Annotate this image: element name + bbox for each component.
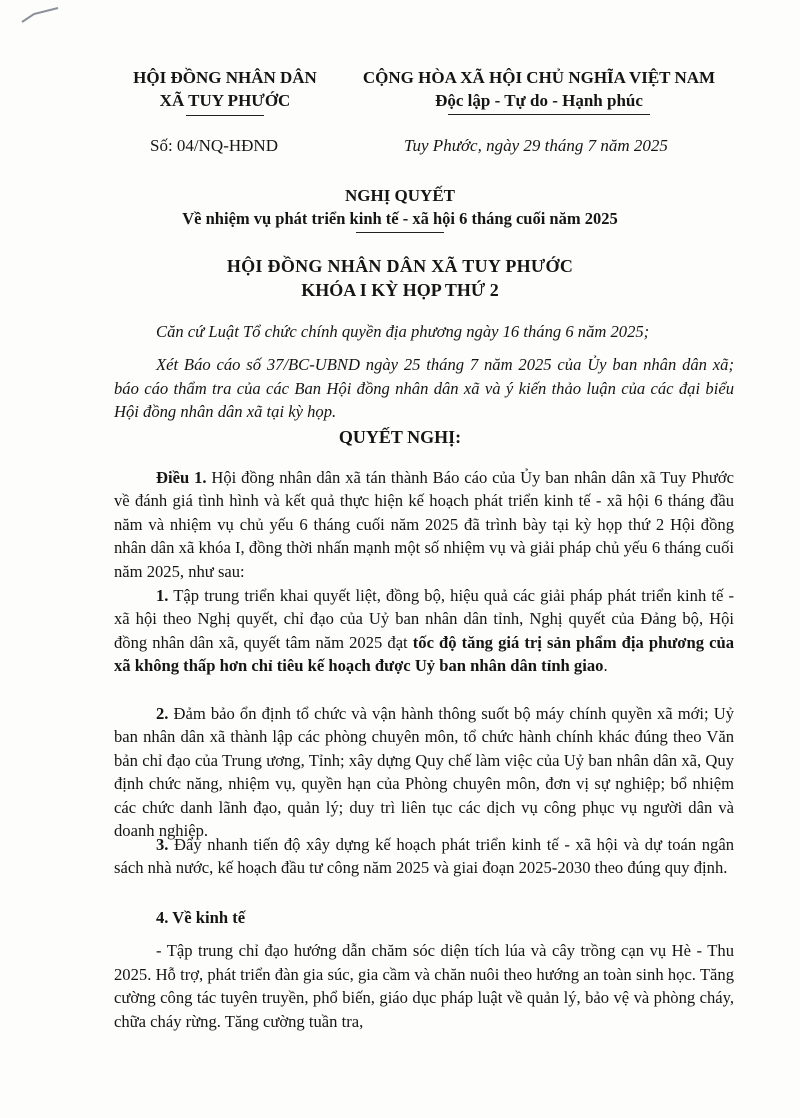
item-3-text: Đẩy nhanh tiến độ xây dựng kế hoạch phát triển kinh tế - xã hội và dự toán ngân sách nhà nước, kế hoạch đầu tư công năm 2025 và giai đoạn 2025-2030 theo đúng quy định.: [114, 835, 734, 878]
national-motto: [356, 66, 722, 112]
item-2-text: Đảm bảo ổn định tổ chức và vận hành thông suốt bộ máy chính quyền xã mới; Uỷ ban nhân dân xã thành lập các phòng chuyên môn, tổ chức hành chính khác đúng theo Văn bản chỉ đạo của Trung ương, Tỉnh; xây dựng Quy chế làm việc của Uỷ ban nhân dân xã, Quy định chức năng, nhiệm vụ, quyền hạn của Phòng chuyên môn, đơn vị sự nghiệp; bổ nhiệm các chức danh lãnh đạo, quản lý; duy trì liên tục các dịch vụ công phục vụ người dân và doanh nghiệp.: [114, 704, 734, 841]
item-3-paragraph: [114, 833, 734, 880]
document-subject: Về nhiệm vụ phát triển kinh tế - xã hội 6 tháng cuối năm 2025: [182, 209, 618, 228]
issuing-body-line1: HỘI ĐỒNG NHÂN DÂN: [133, 68, 317, 87]
article-1-paragraph: [114, 466, 734, 583]
place-date: Tuy Phước, ngày 29 tháng 7 năm 2025: [404, 136, 668, 155]
item-1-text: Tập trung triển khai quyết liệt, đồng bộ, hiệu quả các giải pháp phát triển kinh tế - xã hội theo Nghị quyết, chỉ đạo của Uỷ ban nhân dân tỉnh, Nghị quyết của Đảng bộ, Hội đồng nhân dân xã, quyết tâm năm 2025 đạt: [114, 586, 734, 652]
item-1-end: .: [603, 656, 608, 676]
legal-basis-1: Căn cứ Luật Tổ chức chính quyền địa phương ngày 16 tháng 6 năm 2025;: [156, 322, 650, 341]
item-3: [114, 833, 734, 880]
document-number: Số: 04/NQ-HĐND: [150, 136, 278, 155]
item-3-number: 3.: [156, 835, 169, 854]
article-1: [114, 466, 734, 583]
subject-underline: [356, 232, 444, 233]
item-4: [114, 906, 734, 1033]
item-1-paragraph: [114, 584, 734, 678]
item-4-heading: 4. Về kinh tế: [156, 908, 246, 927]
article-1-text: Hội đồng nhân dân xã tán thành Báo cáo của Ủy ban nhân dân xã Tuy Phước về đánh giá tình hình và kết quả thực hiện kế hoạch phát triển kinh tế - xã hội 6 tháng đầu năm và nhiệm vụ chủ yếu 6 tháng cuối năm 2025 đã trình bày tại kỳ họp thứ 2 Hội đồng nhân dân xã khóa I, đồng thời nhấn mạnh một số nhiệm vụ và giải pháp chủ yếu 6 tháng cuối năm 2025, như sau:: [114, 468, 734, 581]
national-title: CỘNG HÒA XÃ HỘI CHỦ NGHĨA VIỆT NAM: [362, 68, 716, 87]
document-type: NGHỊ QUYẾT: [344, 186, 456, 205]
issuer-title-line1: HỘI ĐỒNG NHÂN DÂN XÃ TUY PHƯỚC: [226, 256, 574, 276]
item-4-paragraph: - Tập trung chỉ đạo hướng dẫn chăm sóc diện tích lúa và cây trồng cạn vụ Hè - Thu 2025. Hỗ trợ, phát triển đàn gia súc, gia cầm và chăn nuôi theo hướng an toàn sinh học. Tăng cường công tác tuyên truyền, phổ biến, giáo dục pháp luật về quản lý, bảo vệ và phòng cháy, chữa cháy rừng. Tăng cường tuần tra,: [114, 941, 734, 1031]
legal-basis-2: Xét Báo cáo số 37/BC-UBND ngày 25 tháng 7 năm 2025 của Ủy ban nhân dân xã; báo cáo thẩm tra của các Ban Hội đồng nhân dân xã và ý kiến thảo luận của các đại biểu Hội đồng nhân dân xã tại kỳ họp.: [114, 355, 734, 422]
item-1: [114, 584, 734, 678]
preamble: [114, 320, 734, 424]
issuing-body-line2: XÃ TUY PHƯỚC: [159, 91, 291, 110]
item-2-paragraph: [114, 702, 734, 842]
issuing-body: [120, 66, 330, 112]
item-2-number: 2.: [156, 704, 169, 723]
item-1-emphasis: tốc độ tăng giá trị sản phẩm địa phương của xã không thấp hơn chỉ tiêu kế hoạch được Uỷ ban nhân dân tỉnh giao: [114, 632, 734, 676]
article-1-label: Điều 1.: [156, 468, 207, 487]
motto-line: Độc lập - Tự do - Hạnh phúc: [435, 91, 643, 110]
scan-corner-mark: [20, 4, 60, 26]
item-1-number: 1.: [156, 586, 169, 605]
issuer-title-line2: KHÓA I KỲ HỌP THỨ 2: [301, 280, 499, 300]
item-2: [114, 702, 734, 842]
motto-underline: [448, 114, 650, 115]
issuing-body-underline: [186, 115, 264, 116]
decision-heading: QUYẾT NGHỊ:: [338, 427, 462, 447]
